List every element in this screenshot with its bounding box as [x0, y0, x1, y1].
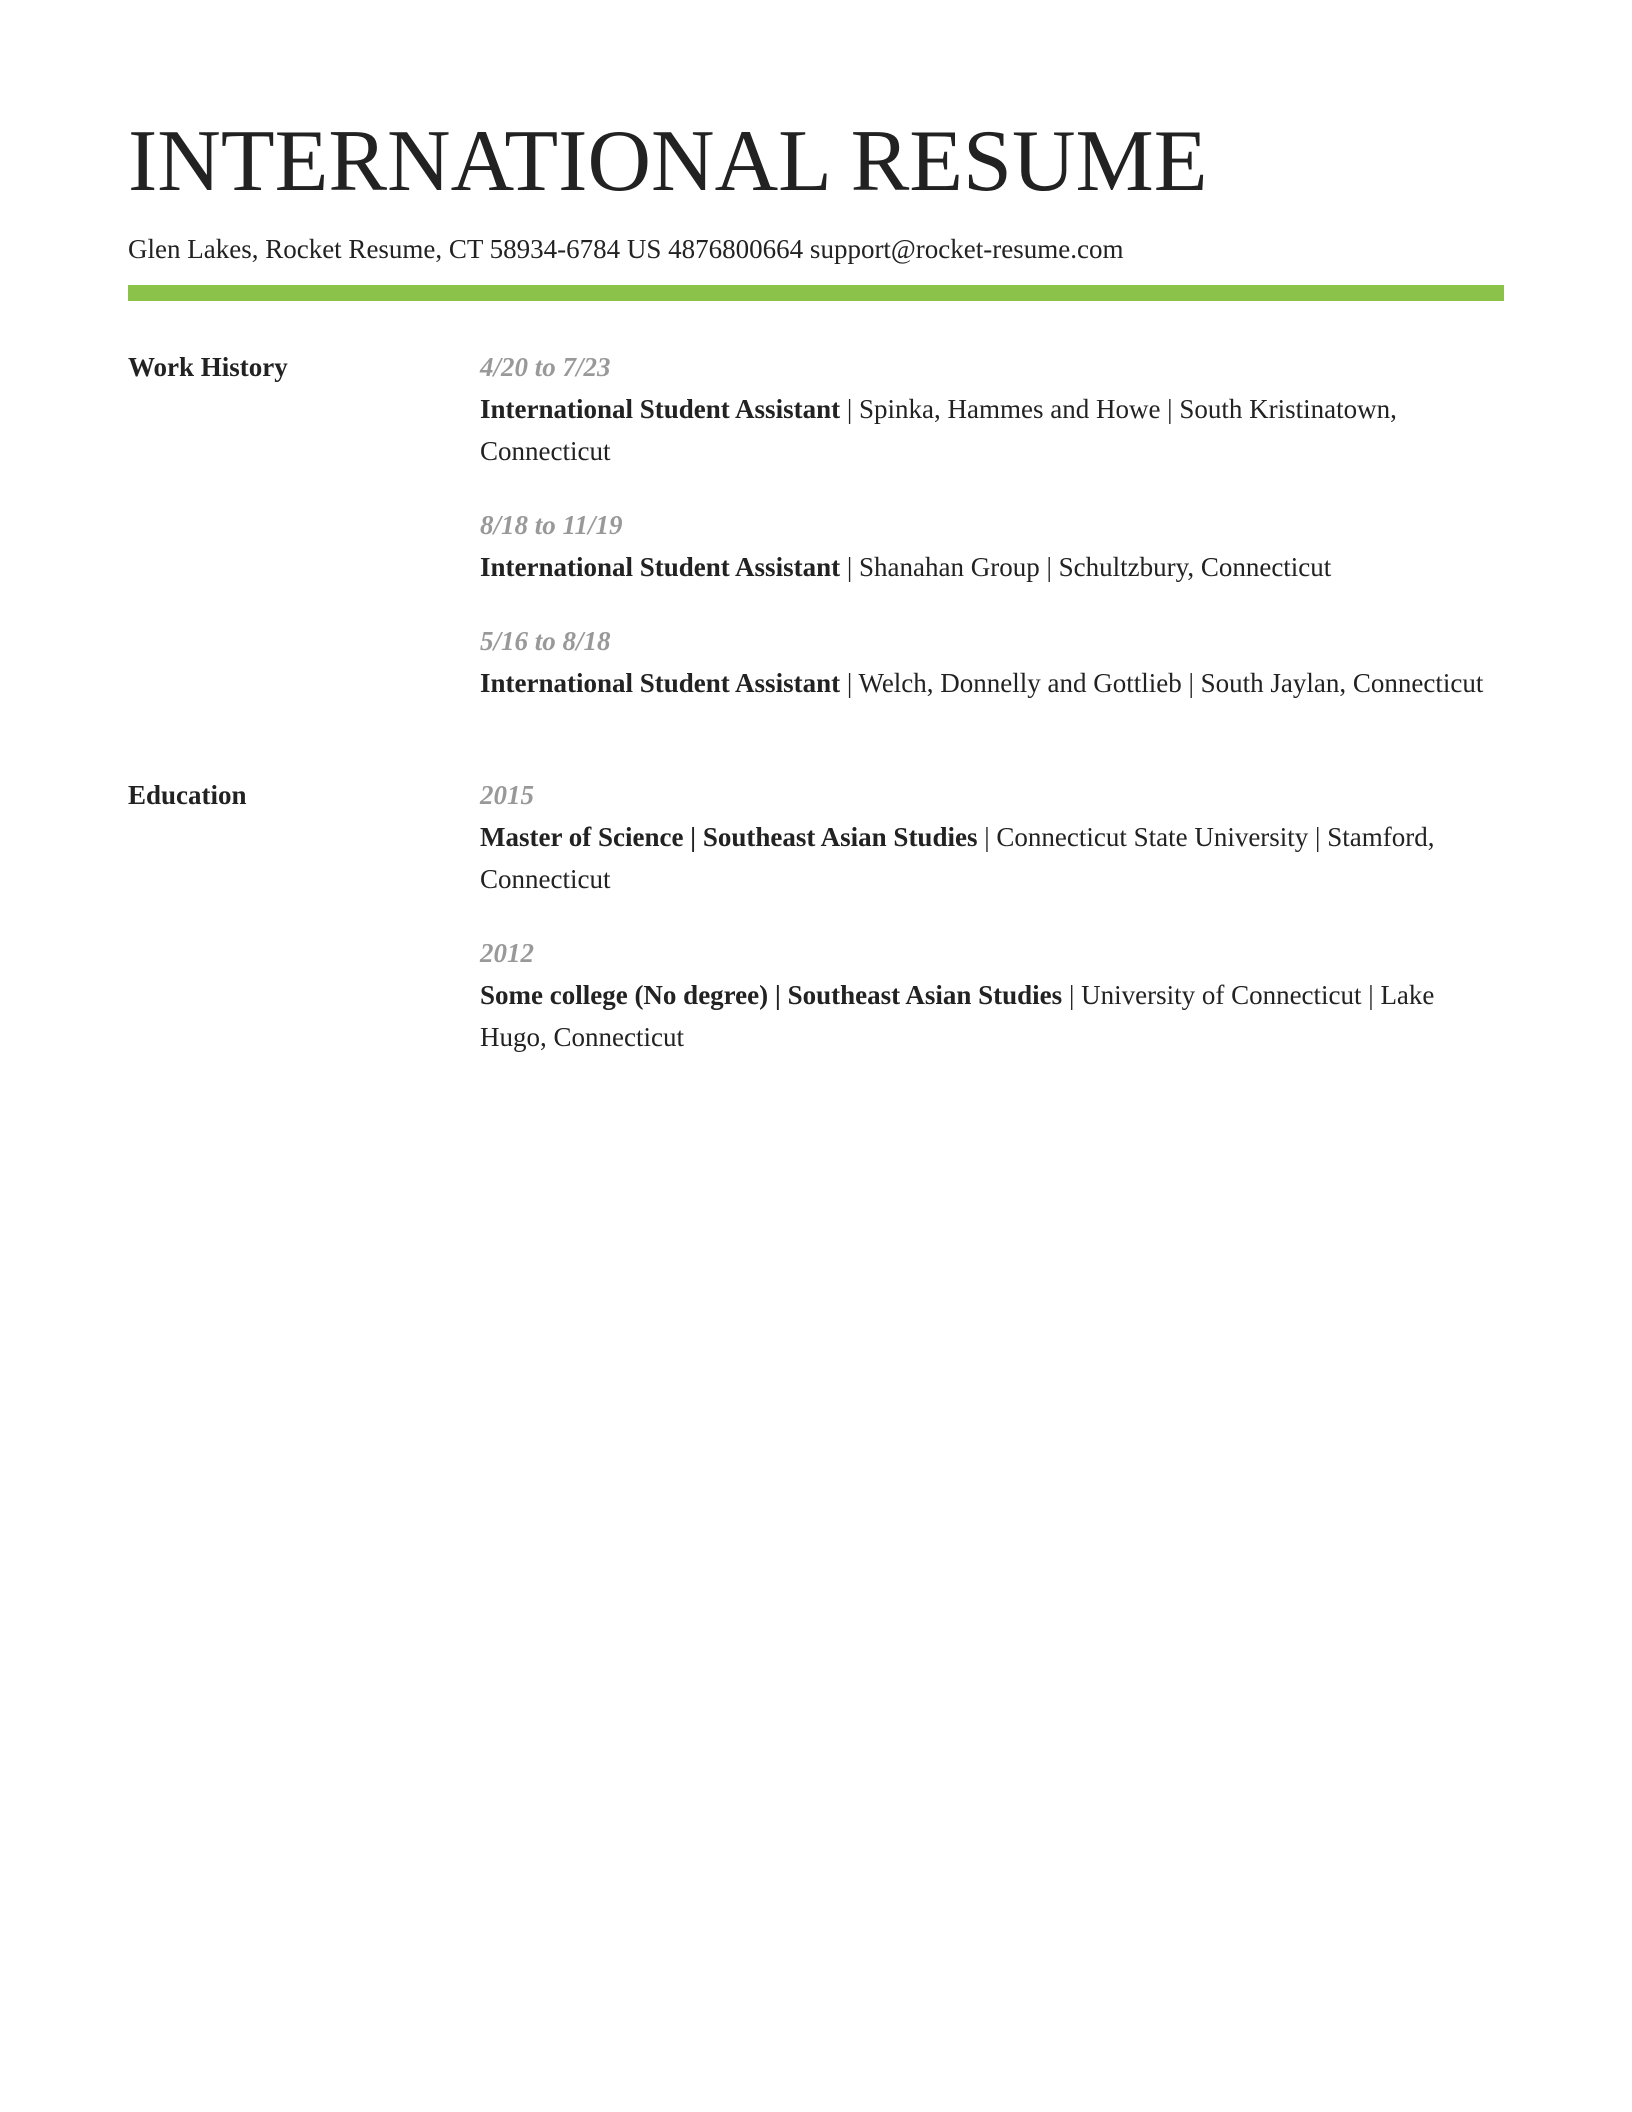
- entry-title: International Student Assistant: [480, 394, 841, 424]
- entry-description: [480, 662, 1504, 704]
- resume-title: INTERNATIONAL RESUME: [128, 113, 1208, 210]
- section-label-work-history: Work History: [128, 352, 288, 382]
- entry-details: | University of Connecticut | Lake Hugo, Connecticut: [480, 980, 1435, 1052]
- work-entry: [480, 346, 1504, 472]
- accent-divider: [128, 285, 1504, 301]
- entry-title: Master of Science | Southeast Asian Studies: [480, 822, 978, 852]
- entry-title: Some college (No degree) | Southeast Asian Studies: [480, 980, 1063, 1010]
- work-history-entries: [480, 346, 1504, 736]
- education-entry: [480, 774, 1504, 900]
- entry-title: International Student Assistant: [480, 552, 841, 582]
- entry-details: | Spinka, Hammes and Howe | South Kristinatown, Connecticut: [480, 394, 1397, 466]
- work-entry: [480, 620, 1504, 704]
- section-label-education: Education: [128, 780, 247, 810]
- entry-date: 5/16 to 8/18: [480, 626, 611, 656]
- work-entry: [480, 504, 1504, 588]
- entry-description: [480, 546, 1504, 588]
- entry-details: | Connecticut State University | Stamford, Connecticut: [480, 822, 1435, 894]
- entry-date: 2015: [480, 780, 534, 810]
- entry-date: 2012: [480, 938, 534, 968]
- education-entries: [480, 774, 1504, 1090]
- entry-date: 4/20 to 7/23: [480, 352, 611, 382]
- entry-details: | Welch, Donnelly and Gottlieb | South Jaylan, Connecticut: [840, 668, 1484, 698]
- entry-description: [480, 974, 1504, 1058]
- entry-description: [480, 816, 1504, 900]
- contact-line: Glen Lakes, Rocket Resume, CT 58934-6784 US 4876800664 support@rocket-resume.com: [128, 234, 1124, 264]
- entry-details: | Shanahan Group | Schultzbury, Connecticut: [840, 552, 1332, 582]
- entry-description: [480, 388, 1504, 472]
- education-entry: [480, 932, 1504, 1058]
- entry-date: 8/18 to 11/19: [480, 510, 623, 540]
- entry-title: International Student Assistant: [480, 668, 841, 698]
